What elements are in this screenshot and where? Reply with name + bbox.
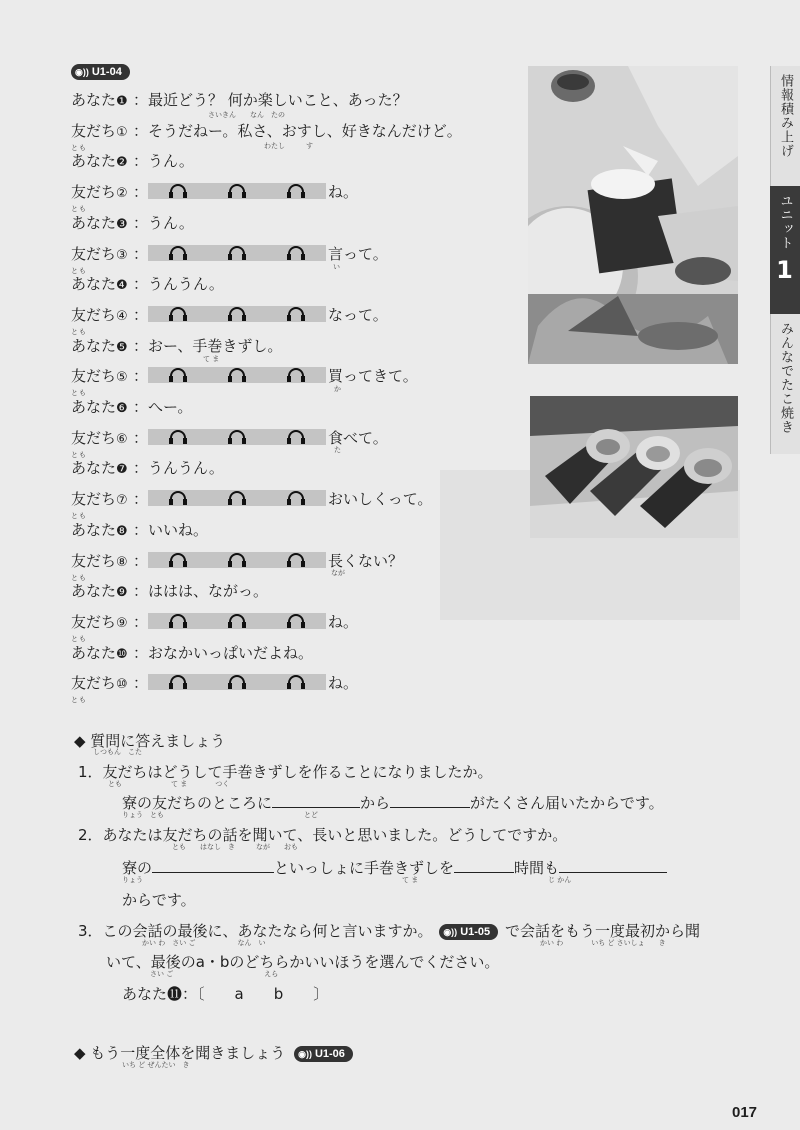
- headphone-icon: [286, 307, 306, 321]
- line-text: ：: [133, 490, 149, 509]
- line-ending: ね。: [328, 183, 359, 202]
- speaker-name: 友だち: [71, 367, 117, 386]
- answer-2-blank-3[interactable]: [559, 858, 667, 873]
- headphone-icon: [286, 368, 306, 382]
- speaker-name: 友だち: [71, 674, 117, 693]
- line-number: ❷: [116, 155, 128, 171]
- speaker-name: 友だち: [71, 244, 117, 263]
- furigana: て ま: [402, 876, 419, 884]
- speaker-name: あなた: [71, 152, 117, 171]
- speaker-name: あなた: [71, 275, 117, 294]
- line-text: ：: [133, 428, 149, 447]
- photo-temaki-making: [528, 66, 738, 364]
- headphone-icon: [168, 491, 188, 505]
- headphone-icon: [168, 614, 188, 628]
- line-number: ③: [116, 247, 128, 263]
- answer-1-blank-1[interactable]: [272, 793, 360, 808]
- line-text: ：: [133, 244, 149, 263]
- furigana: とも: [71, 634, 87, 643]
- answer-2-part-c: 時間も: [514, 859, 560, 877]
- furigana: とも: [71, 266, 87, 275]
- furigana: いち ど ぜんたい き: [122, 1061, 190, 1069]
- audio-tag-label: U1-04: [91, 66, 122, 78]
- headphone-icon: [227, 675, 247, 689]
- question-3-line-2: いて、最後のa・bのどちらかいいほうを選んでください。: [106, 953, 500, 971]
- line-text: ：うんうん。: [133, 459, 224, 478]
- line-text: ：: [133, 183, 149, 202]
- line-number: ❻: [116, 401, 128, 416]
- line-text: ：うん。: [133, 213, 194, 232]
- line-text: ：: [133, 551, 149, 570]
- headphone-icon: [286, 675, 306, 689]
- speaker-name: 友だち: [71, 428, 117, 447]
- line-ending: 買ってきて。: [328, 367, 418, 386]
- line-number: ❺: [116, 339, 128, 355]
- side-tab-unit[interactable]: [770, 186, 800, 314]
- line-text: ：: [133, 367, 149, 386]
- line-text: ：最近どう？ 何か楽しいこと、あった？: [133, 91, 408, 109]
- speaker-name: あなた: [71, 336, 117, 355]
- line-number: ❶: [116, 94, 128, 109]
- speaker-icon: ◉)): [298, 1048, 312, 1059]
- speaker-label: [71, 674, 133, 705]
- headphone-icon: [286, 614, 306, 628]
- headphone-icon: [227, 491, 247, 505]
- listening-blank[interactable]: [148, 490, 326, 506]
- furigana: わたし す: [264, 142, 313, 150]
- speaker-name: あなた: [71, 213, 117, 232]
- dialogue-line: [71, 367, 418, 398]
- headphone-icon: [286, 430, 306, 444]
- answer-1-part-a: 寮の友だちのところに: [122, 794, 273, 812]
- dialogue-line: [71, 582, 268, 610]
- answer-1-blank-2[interactable]: [390, 793, 470, 808]
- furigana: とも: [71, 573, 87, 582]
- dialogue-line: [71, 613, 358, 641]
- line-number: ②: [116, 186, 128, 202]
- question-3-part-2: で会話をもう一度最初から聞: [504, 922, 700, 940]
- dialogue-line: [71, 552, 403, 580]
- headphone-icon: [227, 614, 247, 628]
- furigana: なが: [331, 569, 345, 577]
- furigana: とも: [71, 512, 87, 521]
- audio-tag-label: U1-06: [314, 1047, 345, 1060]
- answer-1-part-c: がたくさん届いたからです。: [470, 794, 664, 812]
- dialogue-line: [71, 152, 194, 180]
- dialogue-line: [71, 245, 388, 273]
- furigana: て ま: [203, 355, 220, 363]
- dialogue-line: [71, 644, 313, 672]
- speaker-name: あなた: [71, 582, 117, 601]
- speaker-name: あなた: [71, 91, 117, 109]
- line-ending: おいしくって。: [328, 490, 433, 509]
- furigana: た: [334, 446, 341, 454]
- furigana: とも はなし き なが おも: [172, 843, 298, 851]
- furigana: とも: [71, 389, 87, 398]
- line-number: ❹: [116, 278, 128, 294]
- speaker-label: [71, 244, 133, 275]
- line-number: ❿: [116, 646, 128, 662]
- question-1: 1．友だちはどうして手巻きずしを作ることになりましたか。: [78, 763, 493, 781]
- side-tab-unit-number: 1: [776, 256, 794, 284]
- furigana: とも: [71, 205, 87, 214]
- speaker-name: 友だち: [71, 183, 117, 202]
- dialogue-line: [71, 337, 282, 365]
- speaker-name: あなた: [71, 643, 117, 662]
- listening-blank[interactable]: [148, 674, 326, 690]
- line-text: ：いいね。: [133, 520, 209, 539]
- audio-tag-q3[interactable]: [439, 924, 498, 940]
- speaker-label: [71, 582, 133, 602]
- line-number: ❾: [116, 585, 128, 601]
- headphone-icon: [168, 675, 188, 689]
- line-number: ⑥: [116, 431, 128, 447]
- dialogue-line: [71, 275, 224, 303]
- headphone-icon: [227, 246, 247, 260]
- line-number: ④: [116, 308, 128, 324]
- headphone-icon: [168, 246, 188, 260]
- headphone-icon: [168, 307, 188, 321]
- speaker-icon: ◉)): [443, 926, 458, 937]
- listening-blank[interactable]: [148, 245, 326, 261]
- question-3-part-1: 3．この会話の最後に、あなたなら何と言いますか。: [78, 922, 433, 940]
- headphone-icon: [168, 553, 188, 567]
- speaker-name: あなた: [71, 520, 117, 539]
- line-number: ❼: [116, 462, 128, 478]
- dialogue-line: [71, 183, 359, 214]
- furigana: か: [334, 385, 341, 393]
- answer-2-blank-2[interactable]: [454, 858, 514, 873]
- audio-tag-label: U1-05: [460, 925, 491, 938]
- dialogue-line: [71, 521, 208, 549]
- furigana: い: [333, 263, 340, 271]
- speaker-label: [71, 275, 133, 295]
- dialogue-line: [71, 459, 224, 487]
- speaker-label: [71, 183, 133, 214]
- speaker-name: あなた: [71, 459, 117, 478]
- speaker-name: 友だち: [71, 551, 117, 570]
- dialogue-line: [71, 674, 359, 705]
- line-number: ❽: [116, 523, 128, 539]
- speaker-name: あなた: [71, 398, 117, 416]
- line-number: ①: [116, 124, 128, 140]
- line-text: ：: [133, 674, 149, 693]
- side-tab-unit-title-label: みんなでたこ焼き: [778, 322, 793, 434]
- photo-temaki-rolls: [530, 396, 738, 538]
- headphone-icon: [286, 491, 306, 505]
- final-heading-text: ◆ もう一度全体を聞きましょう: [74, 1044, 286, 1062]
- answer-2-blank-1[interactable]: [152, 858, 274, 873]
- speaker-name: 友だち: [71, 305, 117, 324]
- headphone-icon: [168, 184, 188, 198]
- speaker-label: [71, 644, 133, 664]
- answer-1-part-b: から: [360, 794, 391, 812]
- answer-2-part-a: 寮の: [122, 859, 153, 877]
- speaker-label: [71, 459, 133, 479]
- line-number: ⑩: [116, 677, 128, 693]
- headphone-icon: [227, 430, 247, 444]
- listening-blank[interactable]: [148, 367, 326, 383]
- headphone-icon: [168, 430, 188, 444]
- furigana: とも: [71, 450, 87, 459]
- dialogue-line: [71, 490, 433, 521]
- dialogue-line: [71, 214, 194, 242]
- speaker-label: [71, 91, 133, 111]
- line-text: ：うん。: [133, 152, 194, 171]
- photo-temaki-rolls-image: [530, 396, 738, 538]
- line-text: ：ははは、ながっ。: [133, 582, 269, 601]
- speaker-label: [71, 121, 133, 152]
- speaker-label: [71, 521, 133, 541]
- line-text: ：おなかいっぱいだよね。: [133, 643, 314, 662]
- line-number: ⑧: [116, 554, 128, 570]
- dialogue-line: [71, 398, 192, 426]
- furigana: しつもん こた: [93, 748, 142, 756]
- listening-blank[interactable]: [148, 552, 326, 568]
- speaker-label: [71, 612, 133, 643]
- side-tab-unit-label: ユニット: [777, 194, 793, 250]
- line-ending: ね。: [328, 674, 359, 693]
- speaker-label: [71, 337, 133, 357]
- speaker-label: [71, 551, 133, 582]
- headphone-icon: [227, 184, 247, 198]
- headphone-icon: [227, 368, 247, 382]
- furigana: りょう とも とど: [122, 811, 318, 819]
- speaker-name: 友だち: [71, 490, 117, 509]
- audio-tag-main[interactable]: [71, 64, 130, 80]
- line-number: ⑦: [116, 493, 128, 509]
- headphone-icon: [227, 553, 247, 567]
- furigana: さいきん なん たの: [208, 111, 285, 119]
- speaker-name: 友だち: [71, 121, 117, 140]
- line-text: ：: [133, 612, 149, 631]
- headphone-icon: [168, 368, 188, 382]
- line-number: ⑤: [116, 370, 128, 386]
- answer-2: [122, 857, 667, 878]
- listening-blank[interactable]: [148, 183, 326, 199]
- speaker-icon: ◉)): [75, 67, 89, 77]
- furigana: じ かん: [548, 876, 572, 884]
- speaker-name: 友だち: [71, 612, 117, 631]
- side-tab-info-label: 情報積み上げ: [778, 74, 793, 158]
- speaker-label: [71, 398, 133, 418]
- furigana: とも: [71, 143, 87, 152]
- furigana: とも て ま つく: [108, 780, 230, 788]
- furigana: かい わ いち ど さいしょ き: [540, 939, 666, 947]
- line-ending: 長くない？: [328, 551, 404, 570]
- questions-heading: ◆ 質問に答えましょう: [74, 732, 226, 750]
- furigana: とも: [71, 327, 87, 336]
- speaker-label: [71, 152, 133, 172]
- line-text: ：おー、手巻きずし。: [133, 336, 283, 355]
- audio-tag-final[interactable]: [294, 1046, 353, 1062]
- listening-blank[interactable]: [148, 429, 326, 445]
- question-2: 2．あなたは友だちの話を聞いて、長いと思いました。どうしてですか。: [78, 826, 568, 844]
- line-ending: 言って。: [328, 244, 388, 263]
- listening-blank[interactable]: [148, 306, 326, 322]
- dialogue-line: [71, 306, 388, 334]
- headphone-icon: [286, 553, 306, 567]
- speaker-label: [71, 428, 133, 459]
- line-ending: 食べて。: [328, 428, 388, 447]
- furigana: かい わ さい ご なん い: [142, 939, 266, 947]
- final-heading: [74, 1042, 353, 1063]
- listening-blank[interactable]: [148, 613, 326, 629]
- furigana: りょう: [122, 876, 143, 884]
- line-number: ❸: [116, 216, 128, 232]
- answer-2-part-b: といっしょに手巻きずしを: [274, 859, 455, 877]
- line-ending: ね。: [328, 612, 359, 631]
- line-text: ：へー。: [133, 398, 193, 416]
- side-tab-unit-title[interactable]: [770, 314, 800, 454]
- furigana: さい ご えら: [150, 970, 279, 978]
- line-text: ：: [133, 305, 149, 324]
- furigana: とも: [71, 696, 87, 705]
- photo-temaki-making-image: [528, 66, 738, 364]
- line-number: ⑨: [116, 615, 128, 631]
- speaker-label: [71, 367, 133, 398]
- line-ending: なって。: [328, 305, 388, 324]
- side-tab-info[interactable]: [770, 66, 800, 186]
- line-text: ：そうだねー。私さ、おすし、好きなんだけど。: [133, 121, 462, 140]
- answer-2-end: からです。: [122, 891, 196, 909]
- speaker-label: [71, 214, 133, 234]
- headphone-icon: [286, 184, 306, 198]
- line-text: ：うんうん。: [133, 275, 224, 294]
- speaker-label: [71, 490, 133, 521]
- headphone-icon: [286, 246, 306, 260]
- speaker-label: [71, 305, 133, 336]
- answer-3[interactable]: あなた⓫：〔 a b 〕: [122, 985, 329, 1003]
- page-number: 017: [732, 1104, 758, 1121]
- headphone-icon: [227, 307, 247, 321]
